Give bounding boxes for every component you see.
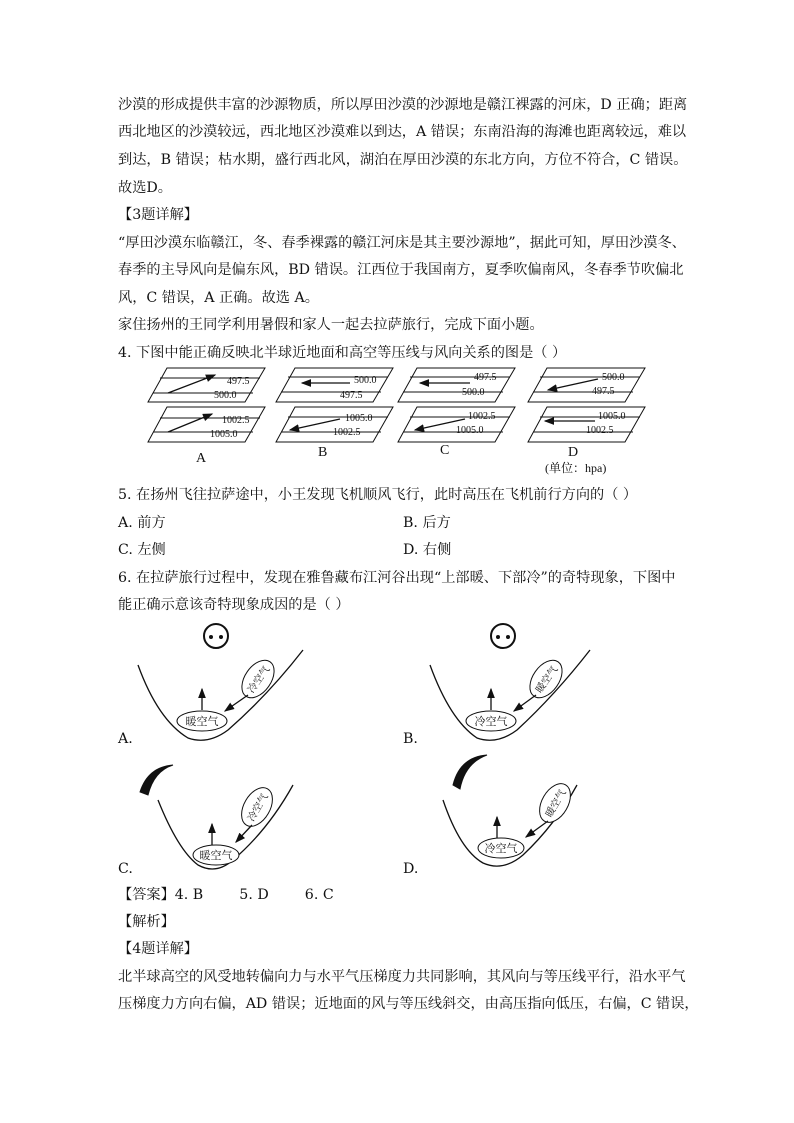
cold-air-label: 冷空气 (474, 716, 508, 728)
answer-line: 【答案】4. B 5. D 6. C (118, 887, 334, 903)
body-text-line: “厚田沙漠东临赣江，冬、春季裸露的赣江河床是其主要沙源地”，据此可知，厚田沙漠冬、 (118, 235, 686, 251)
panel-letter: B (318, 445, 328, 460)
isobar-label: 1002.5 (468, 411, 496, 422)
panel-b (276, 368, 393, 460)
body-text-line: 故选D。 (118, 180, 172, 196)
descending-arrow (236, 825, 252, 842)
warm-air-label: 暖空气 (185, 716, 219, 728)
isobar-label: 1002.5 (222, 415, 250, 426)
sun-icon (491, 624, 515, 648)
isobar-label: 497.5 (227, 376, 250, 387)
option-b[interactable]: B. (403, 731, 418, 747)
panel-c (398, 368, 515, 458)
body-text-line: 春季的主导风向是偏东风，BD 错误。江西位于我国南方，夏季吹偏南风，冬春季节吹偏北 (118, 262, 684, 278)
body-text-line: 压梯度力方向右偏，AD 错误；近地面的风与等压线斜交，由高压指向低压，右偏，C 错误， (118, 996, 699, 1012)
body-text-line: 风，C 错误，A 正确。故选 A。 (118, 290, 319, 306)
valley-diagram-d (405, 745, 605, 880)
isobar-label: 1002.5 (333, 427, 361, 438)
isobar-label: 1005.0 (456, 425, 484, 436)
valley-diagram-c (118, 755, 318, 880)
option-c[interactable]: C. 左侧 (118, 542, 166, 558)
valley-diagram-b (405, 620, 605, 750)
isobar-figure (140, 364, 660, 476)
cold-air-label: 冷空气 (484, 843, 518, 855)
isobar-label: 497.5 (474, 372, 497, 383)
section-heading: 【3题详解】 (118, 207, 198, 223)
option-c[interactable]: C. (118, 861, 133, 877)
question-5-stem: 5. 在扬州飞往拉萨途中，小王发现飞机顺风飞行，此时高压在飞机前行方向的（ ） (118, 487, 638, 503)
panel-a (148, 368, 265, 466)
isobar-label: 1005.0 (210, 429, 238, 440)
cold-air-label: 冷空气 (246, 792, 271, 824)
isobar-label: 1005.0 (598, 411, 626, 422)
warm-air-label: 暖空气 (199, 850, 233, 862)
cold-air-label: 冷空气 (246, 664, 273, 696)
isobar-label: 497.5 (592, 386, 615, 397)
warm-air-label: 暖空气 (544, 788, 569, 820)
question-4-stem: 4. 下图中能正确反映北半球近地面和高空等压线与风向关系的图是（ ） (118, 345, 567, 361)
panel-letter: D (568, 445, 579, 460)
body-text-line: 到达，B 错误；枯水期，盛行西北风，湖泊在厚田沙漠的东北方向，方位不符合，C 错误。 (118, 152, 688, 168)
panel-letter: A (196, 451, 207, 466)
isobar-label: 1005.0 (345, 413, 373, 424)
panel-d (528, 368, 645, 475)
descending-arrow (225, 695, 248, 711)
isobar-label: 500.0 (602, 372, 625, 383)
valley-diagram-a (118, 620, 318, 750)
isobar-label: 1002.5 (586, 425, 614, 436)
isobar-label: 497.5 (340, 390, 363, 401)
moon-icon (140, 765, 173, 795)
sun-icon (204, 624, 228, 648)
option-a[interactable]: A. (118, 731, 133, 747)
descending-arrow (514, 695, 536, 711)
option-a[interactable]: A. 前方 (118, 515, 166, 531)
body-text-line: 西北地区的沙漠较远，西北地区沙漠难以到达，A 错误；东南沿海的海滩也距离较远，难以 (118, 124, 687, 140)
isobar-label: 500.0 (354, 375, 377, 386)
analysis-heading: 【解析】 (118, 914, 175, 930)
body-text-line: 沙漠的形成提供丰富的沙源物质，所以厚田沙漠的沙源地是赣江裸露的河床，D 正确；距离 (118, 97, 688, 113)
option-b[interactable]: B. 后方 (403, 515, 451, 531)
question-6-stem: 能正确示意该奇特现象成因的是（ ） (118, 597, 350, 613)
option-d[interactable]: D. (403, 861, 419, 877)
moon-icon (453, 755, 487, 789)
isobar-label: 500.0 (462, 387, 485, 398)
unit-label: (单位：hpa) (545, 461, 607, 475)
body-text-line: 家住扬州的王同学利用暑假和家人一起去拉萨旅行，完成下面小题。 (118, 317, 544, 333)
isobar-label: 500.0 (214, 390, 237, 401)
warm-air-label: 暖空气 (534, 664, 561, 696)
section-heading: 【4题详解】 (118, 941, 198, 957)
descending-arrow (526, 821, 548, 837)
question-6-stem: 6. 在拉萨旅行过程中，发现在雅鲁藏布江河谷出现“上部暖、下部冷”的奇特现象，下图中 (118, 570, 676, 586)
option-d[interactable]: D. 右侧 (403, 542, 452, 558)
body-text-line: 北半球高空的风受地转偏向力与水平气压梯度力共同影响，其风向与等压线平行，沿水平气 (118, 969, 686, 985)
panel-letter: C (440, 443, 450, 458)
